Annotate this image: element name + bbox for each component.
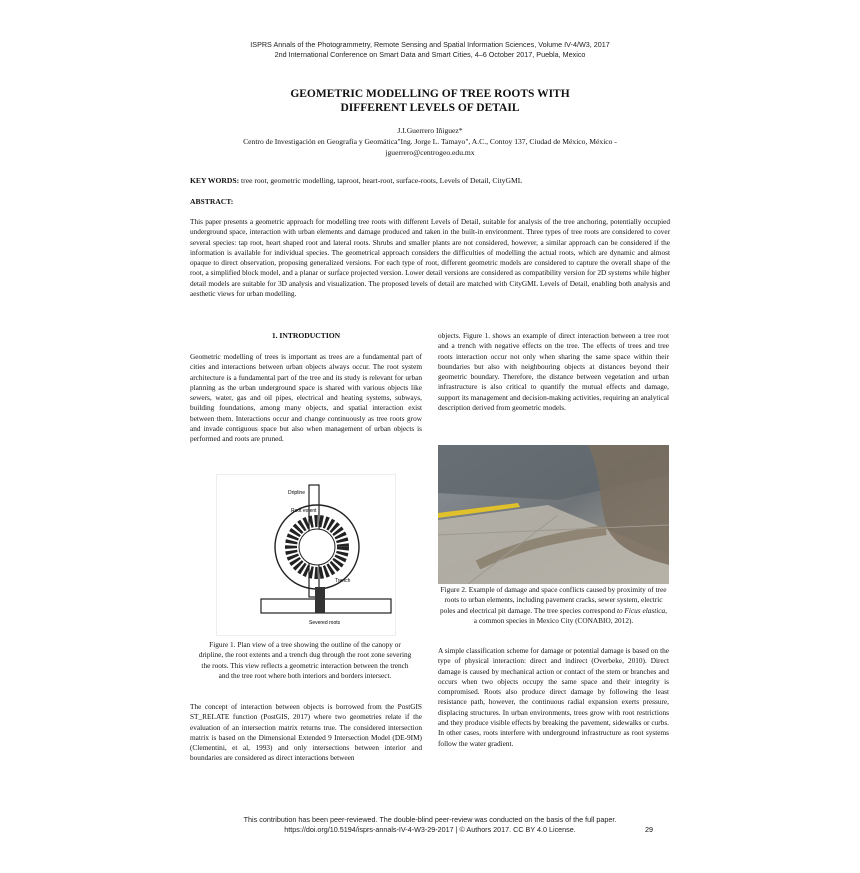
paper-title	[190, 87, 670, 115]
paragraph-text: A simple classification scheme for damage or potential damage is based on the type of physical interaction: direct and indirect (Overbeke, 2010). Direct damage is caused by mechanical action or contact of the stem or branches and occurs when two objects occupy the same space and their integrity is compromised. Roots also produce direct damage by following the least resistance path, however, the continuous radial expansion exerts pressure, displacing structures. In urban environments, trees grow with root restrictions and they produce visible effects by breaking the pavement, sidewalks or curbs. In other cases, roots interfere with underground infrastructure as root systems follow the water gradient.	[438, 646, 669, 748]
author-block	[190, 125, 670, 158]
page-number: 29	[645, 825, 653, 834]
intro-paragraph-2	[190, 702, 422, 764]
label-severed-roots: Severed roots	[309, 620, 341, 626]
keywords	[190, 176, 670, 186]
header-line-1: ISPRS Annals of the Photogrammetry, Remote Sensing and Spatial Information Sciences, Volume IV-4/W3, 2017	[250, 40, 610, 49]
trunk-zone	[299, 529, 335, 565]
figure-1-svg	[217, 475, 395, 635]
caption-text: Figure 2. Example of damage and space conflicts caused by proximity of tree roots to urban elements, including pavement cracks, sewer system, electric poles and electrical pit damage. The tree species correspond	[439, 585, 667, 615]
figure-1-diagram	[216, 474, 396, 636]
abstract-heading: ABSTRACT:	[190, 197, 234, 206]
paragraph-text: objects. Figure 1. shows an example of direct interaction between a tree root and a trench with negative effects on the tree. The effects of trees and tree roots interaction occur not only when sharing the same space within their boundaries but also with neighbouring objects at distances beyond their geometric boundary. Therefore, the distance between vegetation and urban infrastructure is also critical to quantify the mutual effects and damage, support its management and decision-making activities, requiring an analytical description derived from geometric models.	[438, 331, 669, 413]
keywords-label: KEY WORDS:	[190, 176, 240, 185]
severed-roots-mark	[315, 587, 325, 613]
title-line-2: DIFFERENT LEVELS OF DETAIL	[340, 102, 520, 114]
paragraph-text: The concept of interaction between objects is borrowed from the PostGIS ST_RELATE function (PostGIS, 2017) where two geometries relate if the evaluation of an intersection matrix returns true. The considered intersection matrix is based on the Dimensional Extended 9 Intersection Model (DE-9IM) (Clementini, et al, 1993) and only intersections between interior and boundaries are considered as direct interactions between	[190, 702, 422, 763]
journal-header	[190, 40, 670, 60]
caption-text: , a common species in Mexico City (CONABIO, 2012).	[473, 605, 667, 625]
intro-paragraph-1	[190, 352, 422, 445]
figure-2-svg	[438, 445, 669, 584]
section-heading-introduction: 1. INTRODUCTION	[271, 331, 341, 340]
label-root-extent: Root extent	[291, 508, 317, 514]
trench-bar	[261, 599, 391, 613]
figure-1-caption: Figure 1. Plan view of a tree showing the outline of the canopy or dripline, the root extents and a trench dug through the root zone severing the roots. This view reflects a geometric interaction between the trench and the tree root where both interiors and borders intersect.	[198, 640, 412, 680]
caption-species: to Ficus elastica	[616, 605, 666, 615]
footer-line-1: This contribution has been peer-reviewed. The double-blind peer-review was conducted on the basis of the full paper.	[243, 815, 617, 824]
author-email: jguerrero@centrogeo.edu.mx	[385, 148, 475, 157]
author-affiliation: Centro de Investigación en Geografía y Geomática"Ing. Jorge L. Tamayo", A.C., Contoy 137, Ciudad de México, México -	[243, 137, 617, 146]
page-footer	[190, 815, 670, 835]
header-line-2: 2nd International Conference on Smart Data and Smart Cities, 4–6 October 2017, Puebla, Mexico	[274, 50, 586, 59]
title-line-1: GEOMETRIC MODELLING OF TREE ROOTS WITH	[290, 88, 570, 100]
intro-paragraph-4	[438, 646, 669, 749]
keywords-text: tree root, geometric modelling, taproot, heart-root, surface-roots, Levels of Detail, CityGML	[239, 176, 523, 185]
figure-2-photo	[438, 445, 669, 584]
label-trench: Trench	[335, 578, 351, 584]
footer-line-2: https://doi.org/10.5194/isprs-annals-IV-4-W3-29-2017 | © Authors 2017. CC BY 4.0 License.	[284, 825, 576, 834]
abstract-text: This paper presents a geometric approach for modelling tree roots with different Levels of Detail, suitable for analysis of the tree anchoring, potentially occupied underground space, interaction with urban elements and damage produced and taken in the built-in environment. Three types of tree roots are considered to cover several species: tap root, heart shaped root and lateral roots. Shrubs and smaller plants are not considered, however, a similar approach can be considered if the information is available for individual species. The geometrical approach considers the difficulties of modelling the actual roots, which are dynamic and almost opaque to direct observation, proposing generalized versions. For each type of root, different geometric models are considered to capture the overall shape of the root, a simplified block model, and a planar or surface projected version. Lower detail versions are considered as compatibility version for 2D systems while higher detail models are suitable for 3D analysis and visualization. The proposed levels of detail are matched with CityGML Levels of Detail, enabling both analysis and aesthetic views for urban modelling.	[190, 217, 670, 299]
figure-2-caption	[438, 585, 669, 626]
author-name: J.I.Guerrero Iñiguez*	[397, 126, 463, 135]
label-dripline: Dripline	[288, 490, 305, 496]
paragraph-text: Geometric modelling of trees is important as trees are a fundamental part of cities and interactions between urban objects always occur. The root system architecture is a fundamental part of the tree and its study is relevant for urban planning as the urban underground space is shared with various objects like sewers, water, gas and oil pipes, electrical and heating systems, subways, building foundations, among many objects, and spatial interaction exist between them. Interactions occur and change continuously as tree roots grow and invade contiguous space but also when management of urban objects is performed and roots are pruned.	[190, 352, 422, 444]
intro-paragraph-3	[438, 331, 669, 413]
